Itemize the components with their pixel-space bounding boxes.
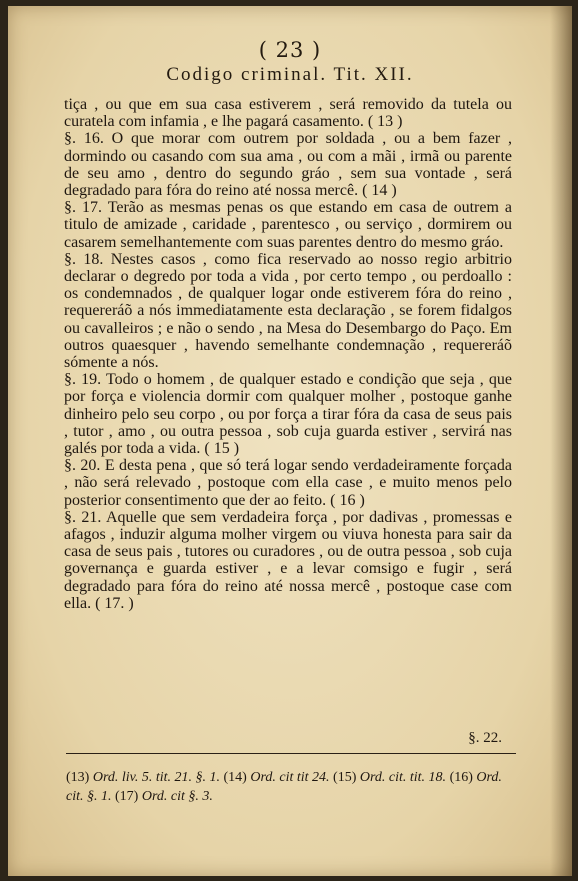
paragraph: §. 19. Todo o homem , de qualquer estado e condição que seja , que por força e violencia dormir com qualquer molher , postoque ganhe dinheiro pelo seu corpo , ou por força a tirar fóra da casa de seus pais , tutor , amo , ou outra pessoa , sob cuja guarda estiver , servirá nas galés por toda a vida. ( 15 ): [64, 371, 512, 458]
footnote-reference: Ord. cit. tit. 18.: [359, 770, 447, 785]
paragraph: tiça , ou que em sua casa estiverem , será removido da tutela ou curatela com infamia , e lhe pagará casamento. ( 13 ): [64, 96, 512, 131]
running-title: Codigo criminal. Tit. XII.: [166, 64, 414, 85]
footnote-number: (15): [333, 770, 357, 785]
footnotes: [66, 768, 518, 806]
paragraph: §. 16. O que morar com outrem por soldada , ou a bem fazer , dormindo ou casando com sua ama , ou com a mãi , irmã ou parente de seu amo , dentro do segundo gráo , sem sua vontade , será degradado para fóra do reino até nossa mercê. ( 14 ): [64, 130, 512, 200]
footnote-reference: Ord. cit tit 24.: [250, 770, 330, 785]
catchword: §. 22.: [468, 730, 502, 746]
footnote-reference: Ord. cit §. 3.: [141, 789, 213, 804]
footnote-reference: Ord. cit. §. 1.: [66, 770, 502, 804]
footnote-rule: [66, 753, 516, 754]
paragraph: §. 17. Terão as mesmas penas os que estando em casa de outrem a titulo de amizade , caridade , parentesco , ou serviço , dormirem ou casarem semelhantemente com suas parentes dentro do mesmo gráo.: [64, 199, 512, 251]
footnote-number: (14): [223, 770, 247, 785]
footnote-reference: Ord. liv. 5. tit. 21. §. 1.: [92, 770, 220, 785]
paragraph: §. 20. E desta pena , que só terá logar sendo verdadeiramente forçada , não será relevado , postoque com ella case , e muito menos pelo posterior consentimento que der ao feito. ( 16 ): [64, 457, 512, 509]
footnote-number: (17): [115, 789, 139, 804]
paragraph: §. 18. Nestes casos , como fica reservado ao nosso regio arbitrio declarar o degredo por toda a vida , por certo tempo , ou perdoallo : os condemnados , de qualquer logar onde estiverem fóra do reino , requereráõ a nós immediatamente esta declaração , se forem fidalgos ou cavalleiros ; e não o sendo , na Mesa do Desembargo do Paço. Em outros quaesquer , havendo semelhante condemnação , requereráõ sómente a nós.: [64, 250, 512, 372]
footnote-number: (13): [66, 770, 90, 785]
body-text: [64, 96, 512, 612]
page-number: ( 23 ): [258, 38, 322, 62]
paragraph: §. 21. Aquelle que sem verdadeira força , por dadivas , promessas e afagos , induzir alguma molher virgem ou viuva honesta para sair da casa de seus pais , tutores ou curadores , ou de outra pessoa , sob cuja governança e guarda estiver , e a levar comsigo e fugir , será degradado para fóra do reino até nossa mercê , postoque case com ella. ( 17. ): [64, 508, 512, 612]
page-gutter-shadow: [550, 6, 572, 876]
book-page: [8, 6, 572, 876]
page-header: [8, 38, 572, 86]
footnote-number: (16): [449, 770, 473, 785]
